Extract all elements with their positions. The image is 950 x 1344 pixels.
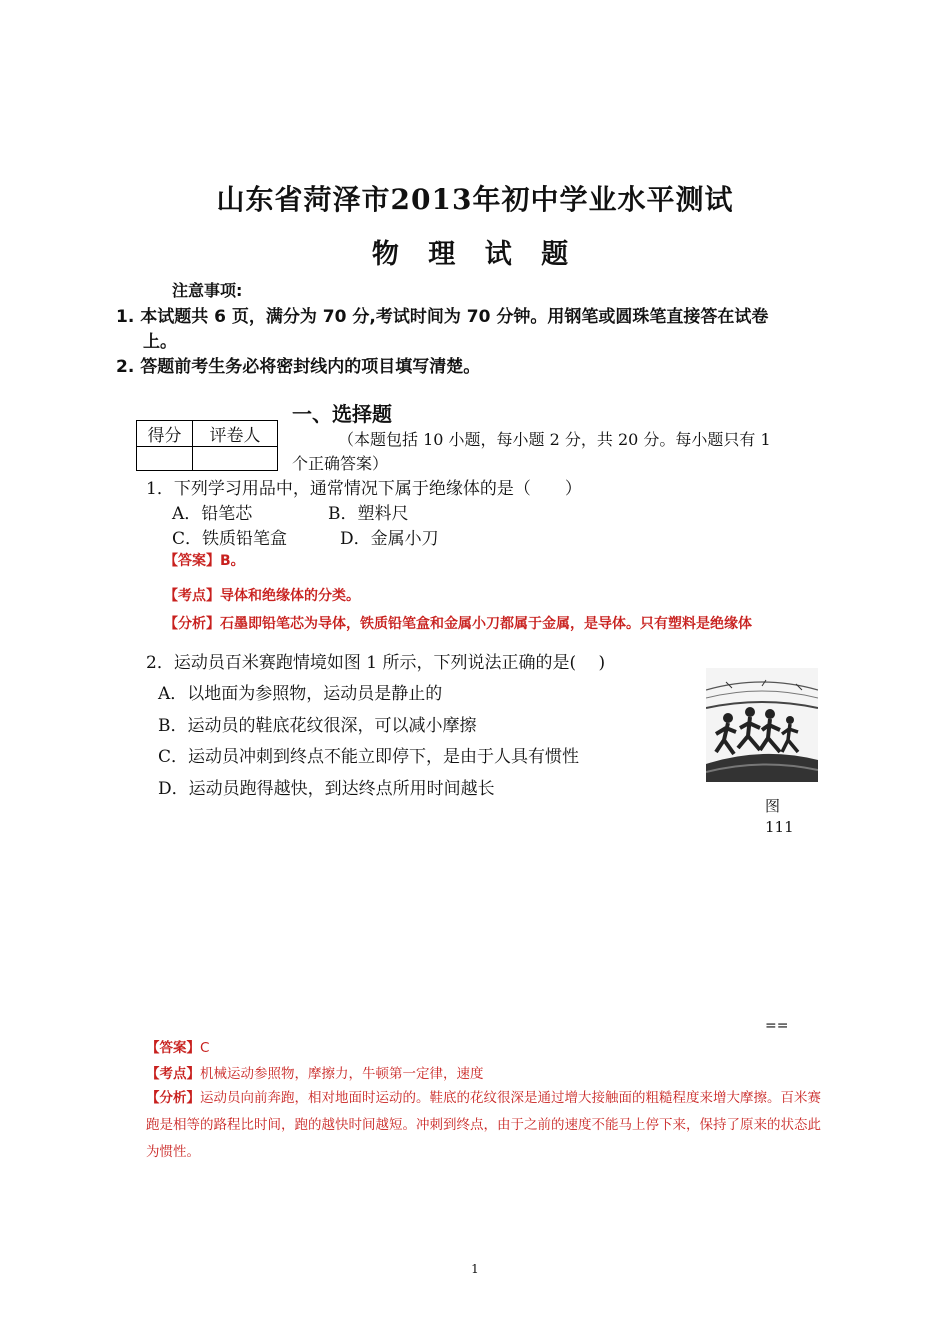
question-2-analysis-cont: 跑是相等的路程比时间，跑的越快时间越短。冲刺到终点，由于之前的速度不能马上停下来，保持了原来的状态此 <box>146 1117 821 1133</box>
section-description-cont: 个正确答案） <box>292 454 389 473</box>
answer-label: 【答案】 <box>164 553 220 569</box>
question-2-stem: 2．运动员百米赛跑情境如图 1 所示，下列说法正确的是( ) <box>146 653 606 673</box>
figure-label-number: 111 <box>765 818 794 836</box>
question-2-analysis <box>146 1086 821 1106</box>
page-number: 1 <box>471 1262 479 1276</box>
point-value: 机械运动参照物，摩擦力，牛顿第一定律，速度 <box>200 1066 484 1082</box>
question-2-option-a: A．以地面为参照物，运动员是静止的 <box>158 684 443 704</box>
question-1-point <box>164 585 360 605</box>
question-2-answer <box>146 1036 209 1056</box>
question-2-option-b: B．运动员的鞋底花纹很深，可以减小摩擦 <box>158 716 477 736</box>
notice-item-1: 1. 本试题共 6 页，满分为 70 分,考试时间为 70 分钟。用钢笔或圆珠笔直接答在试卷 <box>116 307 769 327</box>
notice-item-2: 2. 答题前考生务必将密封线内的项目填写清楚。 <box>116 357 481 377</box>
notice-item-1-cont: 上。 <box>143 332 177 352</box>
question-2-analysis-end: 为惯性。 <box>146 1144 200 1160</box>
analysis-label: 【分析】 <box>146 1090 200 1106</box>
question-2-option-d: D．运动员跑得越快，到达终点所用时间越长 <box>158 779 495 799</box>
grader-cell[interactable] <box>193 447 278 471</box>
notice-heading: 注意事项: <box>172 281 243 300</box>
document-title: 山东省菏泽市2013年初中学业水平测试 <box>216 183 734 216</box>
grader-header: 评卷人 <box>193 421 278 447</box>
score-header: 得分 <box>137 421 193 447</box>
point-label: 【考点】 <box>164 588 220 604</box>
question-1-option-c: C．铁质铅笔盒 <box>172 529 288 549</box>
question-1-option-b: B．塑料尺 <box>328 504 409 524</box>
section-title: 一、选择题 <box>292 402 392 426</box>
question-2-point <box>146 1062 484 1082</box>
answer-label: 【答案】 <box>146 1040 200 1056</box>
point-label: 【考点】 <box>146 1066 200 1082</box>
question-1-option-a: A．铅笔芯 <box>172 504 253 524</box>
sprinters-figure <box>706 668 818 782</box>
answer-value: B。 <box>220 553 245 569</box>
question-1-answer <box>164 550 245 570</box>
figure-label: 图 <box>765 797 781 815</box>
score-table <box>136 420 278 471</box>
analysis-label: 【分析】 <box>164 616 220 632</box>
section-description: （本题包括 10 小题，每小题 2 分，共 20 分。每小题只有 1 <box>338 430 771 449</box>
question-2-option-c: C．运动员冲刺到终点不能立即停下，是由于人具有惯性 <box>158 747 580 767</box>
point-value: 导体和绝缘体的分类。 <box>220 588 360 604</box>
score-cell[interactable] <box>137 447 193 471</box>
question-1-stem: 1．下列学习用品中，通常情况下属于绝缘体的是（ ） <box>146 479 582 499</box>
answer-value: C <box>200 1040 210 1056</box>
question-1-analysis <box>164 613 752 633</box>
analysis-value: 石墨即铅笔芯为导体，铁质铅笔盒和金属小刀都属于金属，是导体。只有塑料是绝缘体 <box>220 616 752 632</box>
analysis-value: 运动员向前奔跑，相对地面时运动的。鞋底的花纹很深是通过增大接触面的粗糙程度来增大摩擦。百米赛 <box>200 1090 821 1106</box>
marker-text: == <box>765 1018 789 1034</box>
document-subtitle: 物 理 试 题 <box>371 239 579 270</box>
question-1-option-d: D．金属小刀 <box>340 529 439 549</box>
